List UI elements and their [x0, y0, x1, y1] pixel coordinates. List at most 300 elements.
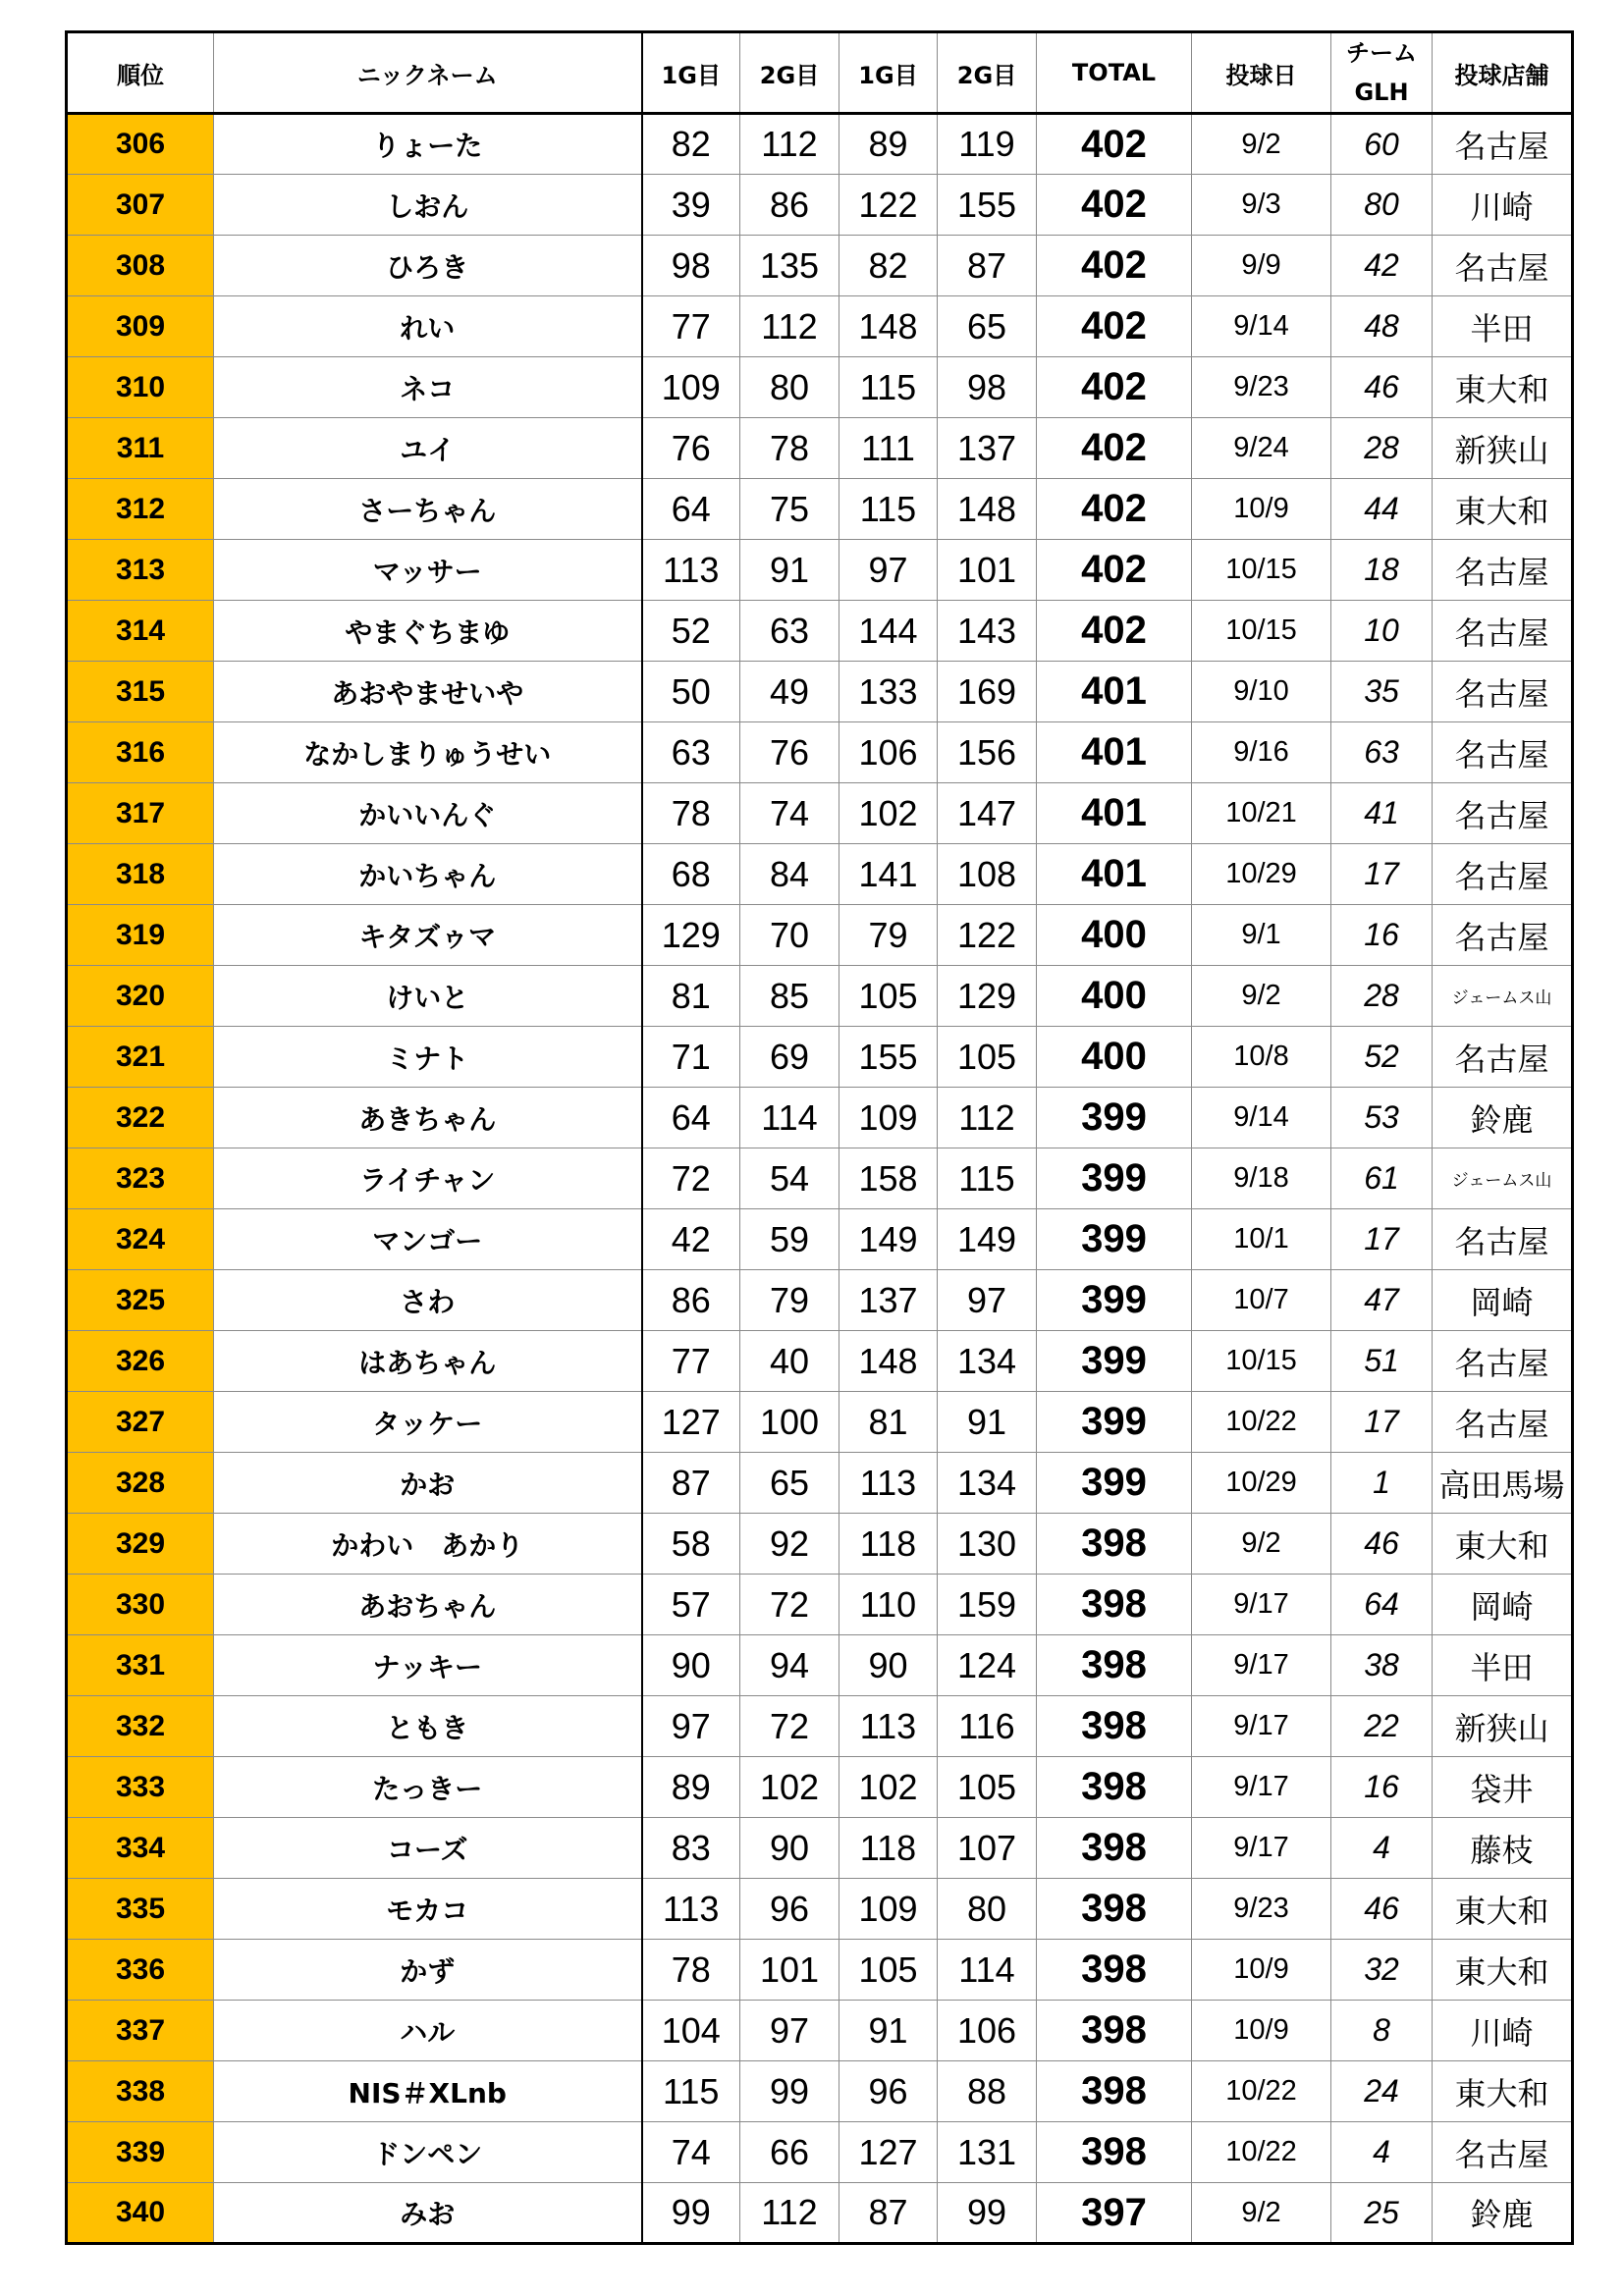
total-cell: 402	[1037, 601, 1192, 662]
total-cell: 398	[1037, 2001, 1192, 2061]
table-row	[67, 1514, 1573, 1575]
table-row	[67, 1453, 1573, 1514]
date-cell: 9/2	[1192, 966, 1331, 1027]
date-cell: 9/17	[1192, 1818, 1331, 1879]
rank-cell: 315	[67, 662, 214, 722]
game1-second-cell: 113	[839, 1453, 938, 1514]
date-cell: 9/17	[1192, 1575, 1331, 1635]
game1-first-cell: 72	[642, 1148, 740, 1209]
game1-second-cell: 111	[839, 418, 938, 479]
nickname-cell: かいいんぐ	[214, 783, 642, 844]
nickname-cell: かわい あかり	[214, 1514, 642, 1575]
game1-first-cell: 129	[642, 905, 740, 966]
store-cell: 名古屋	[1433, 662, 1573, 722]
team-glh-cell: 24	[1331, 2061, 1433, 2122]
game1-second-cell: 105	[839, 1940, 938, 2001]
game1-first-cell: 115	[642, 2061, 740, 2122]
table-row	[67, 601, 1573, 662]
rank-cell: 310	[67, 357, 214, 418]
rank-cell: 307	[67, 175, 214, 236]
game1-first-cell: 42	[642, 1209, 740, 1270]
table-row	[67, 1148, 1573, 1209]
rank-cell: 309	[67, 296, 214, 357]
date-cell: 10/7	[1192, 1270, 1331, 1331]
rank-cell: 333	[67, 1757, 214, 1818]
game2-second-cell: 80	[938, 1879, 1037, 1940]
rank-cell: 308	[67, 236, 214, 296]
total-cell: 398	[1037, 1696, 1192, 1757]
game2-second-cell: 99	[938, 2183, 1037, 2244]
game1-first-cell: 74	[642, 2122, 740, 2183]
rank-cell: 312	[67, 479, 214, 540]
date-cell: 10/29	[1192, 1453, 1331, 1514]
table-row	[67, 1575, 1573, 1635]
nickname-cell: なかしまりゅうせい	[214, 722, 642, 783]
team-glh-cell: 51	[1331, 1331, 1433, 1392]
game2-first-cell: 40	[740, 1331, 839, 1392]
game1-second-cell: 144	[839, 601, 938, 662]
rank-cell: 325	[67, 1270, 214, 1331]
game2-second-cell: 108	[938, 844, 1037, 905]
date-cell: 9/9	[1192, 236, 1331, 296]
team-glh-cell: 53	[1331, 1088, 1433, 1148]
table-row	[67, 966, 1573, 1027]
store-cell: 鈴鹿	[1433, 2183, 1573, 2244]
game2-first-cell: 85	[740, 966, 839, 1027]
game2-first-cell: 96	[740, 1879, 839, 1940]
store-cell: 名古屋	[1433, 1392, 1573, 1453]
rank-cell: 338	[67, 2061, 214, 2122]
game2-second-cell: 148	[938, 479, 1037, 540]
game1-first-cell: 39	[642, 175, 740, 236]
nickname-cell: ネコ	[214, 357, 642, 418]
game1-second-cell: 81	[839, 1392, 938, 1453]
table-body	[67, 114, 1573, 2244]
rank-cell: 316	[67, 722, 214, 783]
header-rank: 順位	[67, 32, 214, 114]
game1-second-cell: 109	[839, 1879, 938, 1940]
game2-first-cell: 91	[740, 540, 839, 601]
rank-cell: 311	[67, 418, 214, 479]
table-row	[67, 540, 1573, 601]
game1-second-cell: 118	[839, 1818, 938, 1879]
table-row	[67, 2122, 1573, 2183]
game1-first-cell: 104	[642, 2001, 740, 2061]
game2-second-cell: 119	[938, 114, 1037, 175]
header-row	[67, 32, 1573, 114]
nickname-cell: あおやませいや	[214, 662, 642, 722]
table-row	[67, 1818, 1573, 1879]
total-cell: 402	[1037, 175, 1192, 236]
table-row	[67, 175, 1573, 236]
game1-second-cell: 118	[839, 1514, 938, 1575]
store-cell: 名古屋	[1433, 601, 1573, 662]
rank-cell: 336	[67, 1940, 214, 2001]
total-cell: 399	[1037, 1209, 1192, 1270]
date-cell: 10/22	[1192, 2122, 1331, 2183]
nickname-cell: モカコ	[214, 1879, 642, 1940]
store-cell: 名古屋	[1433, 2122, 1573, 2183]
store-cell: 東大和	[1433, 357, 1573, 418]
nickname-cell: ミナト	[214, 1027, 642, 1088]
total-cell: 402	[1037, 114, 1192, 175]
total-cell: 402	[1037, 418, 1192, 479]
team-glh-cell: 46	[1331, 1879, 1433, 1940]
date-cell: 10/29	[1192, 844, 1331, 905]
store-cell: 新狭山	[1433, 1696, 1573, 1757]
game2-first-cell: 76	[740, 722, 839, 783]
game1-first-cell: 83	[642, 1818, 740, 1879]
total-cell: 399	[1037, 1148, 1192, 1209]
game2-second-cell: 112	[938, 1088, 1037, 1148]
store-cell: 名古屋	[1433, 114, 1573, 175]
rank-cell: 314	[67, 601, 214, 662]
game1-second-cell: 148	[839, 1331, 938, 1392]
header-nickname: ニックネーム	[214, 32, 642, 114]
game2-first-cell: 135	[740, 236, 839, 296]
game2-second-cell: 130	[938, 1514, 1037, 1575]
nickname-cell: ライチャン	[214, 1148, 642, 1209]
game1-first-cell: 81	[642, 966, 740, 1027]
date-cell: 10/15	[1192, 1331, 1331, 1392]
table-row	[67, 662, 1573, 722]
date-cell: 9/24	[1192, 418, 1331, 479]
game1-first-cell: 98	[642, 236, 740, 296]
team-glh-cell: 60	[1331, 114, 1433, 175]
total-cell: 401	[1037, 844, 1192, 905]
date-cell: 10/8	[1192, 1027, 1331, 1088]
team-glh-cell: 52	[1331, 1027, 1433, 1088]
game1-first-cell: 127	[642, 1392, 740, 1453]
store-cell: ジェームス山	[1433, 1148, 1573, 1209]
date-cell: 10/22	[1192, 2061, 1331, 2122]
game2-first-cell: 63	[740, 601, 839, 662]
game2-first-cell: 49	[740, 662, 839, 722]
rank-cell: 327	[67, 1392, 214, 1453]
total-cell: 400	[1037, 966, 1192, 1027]
store-cell: 東大和	[1433, 1879, 1573, 1940]
game1-second-cell: 137	[839, 1270, 938, 1331]
rank-cell: 306	[67, 114, 214, 175]
team-glh-cell: 42	[1331, 236, 1433, 296]
game1-second-cell: 96	[839, 2061, 938, 2122]
team-glh-cell: 63	[1331, 722, 1433, 783]
game1-second-cell: 110	[839, 1575, 938, 1635]
game1-second-cell: 148	[839, 296, 938, 357]
date-cell: 10/9	[1192, 2001, 1331, 2061]
team-glh-cell: 16	[1331, 1757, 1433, 1818]
date-cell: 9/17	[1192, 1635, 1331, 1696]
table-row	[67, 479, 1573, 540]
game2-first-cell: 92	[740, 1514, 839, 1575]
table-row	[67, 1879, 1573, 1940]
game2-second-cell: 65	[938, 296, 1037, 357]
team-glh-cell: 61	[1331, 1148, 1433, 1209]
table-row	[67, 1696, 1573, 1757]
game1-first-cell: 109	[642, 357, 740, 418]
game2-first-cell: 66	[740, 2122, 839, 2183]
table-row	[67, 114, 1573, 175]
game2-second-cell: 116	[938, 1696, 1037, 1757]
nickname-cell: ひろき	[214, 236, 642, 296]
game2-second-cell: 159	[938, 1575, 1037, 1635]
store-cell: 東大和	[1433, 1514, 1573, 1575]
table-row	[67, 1635, 1573, 1696]
date-cell: 10/9	[1192, 479, 1331, 540]
date-cell: 9/14	[1192, 296, 1331, 357]
nickname-cell: かお	[214, 1453, 642, 1514]
date-cell: 10/21	[1192, 783, 1331, 844]
rank-cell: 329	[67, 1514, 214, 1575]
date-cell: 9/23	[1192, 357, 1331, 418]
game2-second-cell: 98	[938, 357, 1037, 418]
game2-second-cell: 88	[938, 2061, 1037, 2122]
game1-first-cell: 90	[642, 1635, 740, 1696]
nickname-cell: キタズゥマ	[214, 905, 642, 966]
nickname-cell: ナッキー	[214, 1635, 642, 1696]
game1-second-cell: 115	[839, 479, 938, 540]
game2-second-cell: 134	[938, 1453, 1037, 1514]
game1-first-cell: 63	[642, 722, 740, 783]
game2-second-cell: 129	[938, 966, 1037, 1027]
game2-first-cell: 84	[740, 844, 839, 905]
date-cell: 10/15	[1192, 540, 1331, 601]
team-glh-cell: 22	[1331, 1696, 1433, 1757]
store-cell: 岡崎	[1433, 1575, 1573, 1635]
game2-second-cell: 124	[938, 1635, 1037, 1696]
team-glh-cell: 41	[1331, 783, 1433, 844]
game2-second-cell: 101	[938, 540, 1037, 601]
date-cell: 9/23	[1192, 1879, 1331, 1940]
date-cell: 10/22	[1192, 1392, 1331, 1453]
game1-second-cell: 141	[839, 844, 938, 905]
team-glh-cell: 48	[1331, 296, 1433, 357]
game2-first-cell: 72	[740, 1696, 839, 1757]
table-row	[67, 1270, 1573, 1331]
team-glh-cell: 28	[1331, 966, 1433, 1027]
date-cell: 9/2	[1192, 114, 1331, 175]
store-cell: 名古屋	[1433, 722, 1573, 783]
total-cell: 398	[1037, 1514, 1192, 1575]
game1-second-cell: 122	[839, 175, 938, 236]
total-cell: 399	[1037, 1088, 1192, 1148]
total-cell: 401	[1037, 783, 1192, 844]
game2-second-cell: 105	[938, 1027, 1037, 1088]
table-row	[67, 1940, 1573, 2001]
game2-second-cell: 114	[938, 1940, 1037, 2001]
store-cell: 東大和	[1433, 1940, 1573, 2001]
game1-second-cell: 158	[839, 1148, 938, 1209]
rank-cell: 323	[67, 1148, 214, 1209]
game2-second-cell: 155	[938, 175, 1037, 236]
game1-first-cell: 99	[642, 2183, 740, 2244]
game1-second-cell: 127	[839, 2122, 938, 2183]
total-cell: 398	[1037, 2061, 1192, 2122]
header-team-line2: GLH	[1354, 79, 1409, 106]
game2-first-cell: 65	[740, 1453, 839, 1514]
team-glh-cell: 38	[1331, 1635, 1433, 1696]
game1-second-cell: 113	[839, 1696, 938, 1757]
game2-second-cell: 169	[938, 662, 1037, 722]
game1-second-cell: 106	[839, 722, 938, 783]
rank-cell: 320	[67, 966, 214, 1027]
team-glh-cell: 44	[1331, 479, 1433, 540]
total-cell: 402	[1037, 540, 1192, 601]
team-glh-cell: 17	[1331, 1392, 1433, 1453]
store-cell: 川崎	[1433, 2001, 1573, 2061]
team-glh-cell: 17	[1331, 844, 1433, 905]
team-glh-cell: 1	[1331, 1453, 1433, 1514]
table-row	[67, 905, 1573, 966]
nickname-cell: さわ	[214, 1270, 642, 1331]
game1-second-cell: 82	[839, 236, 938, 296]
game2-first-cell: 114	[740, 1088, 839, 1148]
date-cell: 9/10	[1192, 662, 1331, 722]
nickname-cell: みお	[214, 2183, 642, 2244]
total-cell: 402	[1037, 236, 1192, 296]
table-row	[67, 1392, 1573, 1453]
game1-first-cell: 68	[642, 844, 740, 905]
total-cell: 398	[1037, 2122, 1192, 2183]
nickname-cell: しおん	[214, 175, 642, 236]
table-row	[67, 1209, 1573, 1270]
total-cell: 401	[1037, 662, 1192, 722]
game2-first-cell: 90	[740, 1818, 839, 1879]
store-cell: 半田	[1433, 1635, 1573, 1696]
game1-second-cell: 90	[839, 1635, 938, 1696]
game1-first-cell: 77	[642, 1331, 740, 1392]
game2-second-cell: 143	[938, 601, 1037, 662]
game2-first-cell: 59	[740, 1209, 839, 1270]
date-cell: 9/16	[1192, 722, 1331, 783]
table-row	[67, 1088, 1573, 1148]
nickname-cell: NIS＃XLnb	[214, 2061, 642, 2122]
game1-first-cell: 82	[642, 114, 740, 175]
game1-first-cell: 113	[642, 540, 740, 601]
game2-second-cell: 106	[938, 2001, 1037, 2061]
store-cell: ジェームス山	[1433, 966, 1573, 1027]
game1-first-cell: 77	[642, 296, 740, 357]
nickname-cell: やまぐちまゆ	[214, 601, 642, 662]
nickname-cell: さーちゃん	[214, 479, 642, 540]
game2-second-cell: 156	[938, 722, 1037, 783]
date-cell: 9/17	[1192, 1696, 1331, 1757]
game1-second-cell: 87	[839, 2183, 938, 2244]
game2-first-cell: 112	[740, 296, 839, 357]
game1-second-cell: 109	[839, 1088, 938, 1148]
game1-second-cell: 149	[839, 1209, 938, 1270]
team-glh-cell: 35	[1331, 662, 1433, 722]
game2-first-cell: 79	[740, 1270, 839, 1331]
table-row	[67, 2061, 1573, 2122]
store-cell: 名古屋	[1433, 1209, 1573, 1270]
team-glh-cell: 46	[1331, 357, 1433, 418]
game1-first-cell: 89	[642, 1757, 740, 1818]
total-cell: 399	[1037, 1331, 1192, 1392]
total-cell: 398	[1037, 1575, 1192, 1635]
game2-second-cell: 91	[938, 1392, 1037, 1453]
date-cell: 9/2	[1192, 2183, 1331, 2244]
game2-second-cell: 131	[938, 2122, 1037, 2183]
rank-cell: 326	[67, 1331, 214, 1392]
game2-first-cell: 54	[740, 1148, 839, 1209]
game2-first-cell: 74	[740, 783, 839, 844]
date-cell: 9/1	[1192, 905, 1331, 966]
store-cell: 名古屋	[1433, 1027, 1573, 1088]
total-cell: 402	[1037, 296, 1192, 357]
rank-cell: 331	[67, 1635, 214, 1696]
header-game1-first: 1G目	[642, 32, 740, 114]
game1-second-cell: 105	[839, 966, 938, 1027]
rank-cell: 334	[67, 1818, 214, 1879]
date-cell: 10/1	[1192, 1209, 1331, 1270]
nickname-cell: たっきー	[214, 1757, 642, 1818]
nickname-cell: マッサー	[214, 540, 642, 601]
game1-first-cell: 97	[642, 1696, 740, 1757]
date-cell: 10/15	[1192, 601, 1331, 662]
store-cell: 半田	[1433, 296, 1573, 357]
header-store: 投球店舗	[1433, 32, 1573, 114]
rank-cell: 324	[67, 1209, 214, 1270]
date-cell: 9/2	[1192, 1514, 1331, 1575]
total-cell: 398	[1037, 1818, 1192, 1879]
game2-first-cell: 75	[740, 479, 839, 540]
game2-second-cell: 115	[938, 1148, 1037, 1209]
rank-cell: 335	[67, 1879, 214, 1940]
game2-first-cell: 112	[740, 2183, 839, 2244]
store-cell: 藤枝	[1433, 1818, 1573, 1879]
game1-first-cell: 113	[642, 1879, 740, 1940]
nickname-cell: けいと	[214, 966, 642, 1027]
rank-cell: 328	[67, 1453, 214, 1514]
store-cell: 名古屋	[1433, 783, 1573, 844]
rank-cell: 337	[67, 2001, 214, 2061]
team-glh-cell: 32	[1331, 1940, 1433, 2001]
total-cell: 398	[1037, 1635, 1192, 1696]
table-row	[67, 844, 1573, 905]
table-row	[67, 2183, 1573, 2244]
total-cell: 399	[1037, 1392, 1192, 1453]
team-glh-cell: 46	[1331, 1514, 1433, 1575]
game1-first-cell: 87	[642, 1453, 740, 1514]
game2-first-cell: 99	[740, 2061, 839, 2122]
game1-second-cell: 89	[839, 114, 938, 175]
game1-second-cell: 91	[839, 2001, 938, 2061]
team-glh-cell: 25	[1331, 2183, 1433, 2244]
game2-first-cell: 70	[740, 905, 839, 966]
nickname-cell: ドンペン	[214, 2122, 642, 2183]
header-game2-first: 2G目	[740, 32, 839, 114]
game1-second-cell: 115	[839, 357, 938, 418]
rank-cell: 330	[67, 1575, 214, 1635]
game2-first-cell: 80	[740, 357, 839, 418]
store-cell: 名古屋	[1433, 844, 1573, 905]
store-cell: 名古屋	[1433, 1331, 1573, 1392]
game1-first-cell: 71	[642, 1027, 740, 1088]
table-row	[67, 296, 1573, 357]
game1-second-cell: 102	[839, 1757, 938, 1818]
rank-cell: 332	[67, 1696, 214, 1757]
team-glh-cell: 28	[1331, 418, 1433, 479]
date-cell: 9/17	[1192, 1757, 1331, 1818]
game1-second-cell: 79	[839, 905, 938, 966]
team-glh-cell: 17	[1331, 1209, 1433, 1270]
total-cell: 398	[1037, 1757, 1192, 1818]
total-cell: 401	[1037, 722, 1192, 783]
rank-cell: 313	[67, 540, 214, 601]
store-cell: 袋井	[1433, 1757, 1573, 1818]
game2-first-cell: 112	[740, 114, 839, 175]
